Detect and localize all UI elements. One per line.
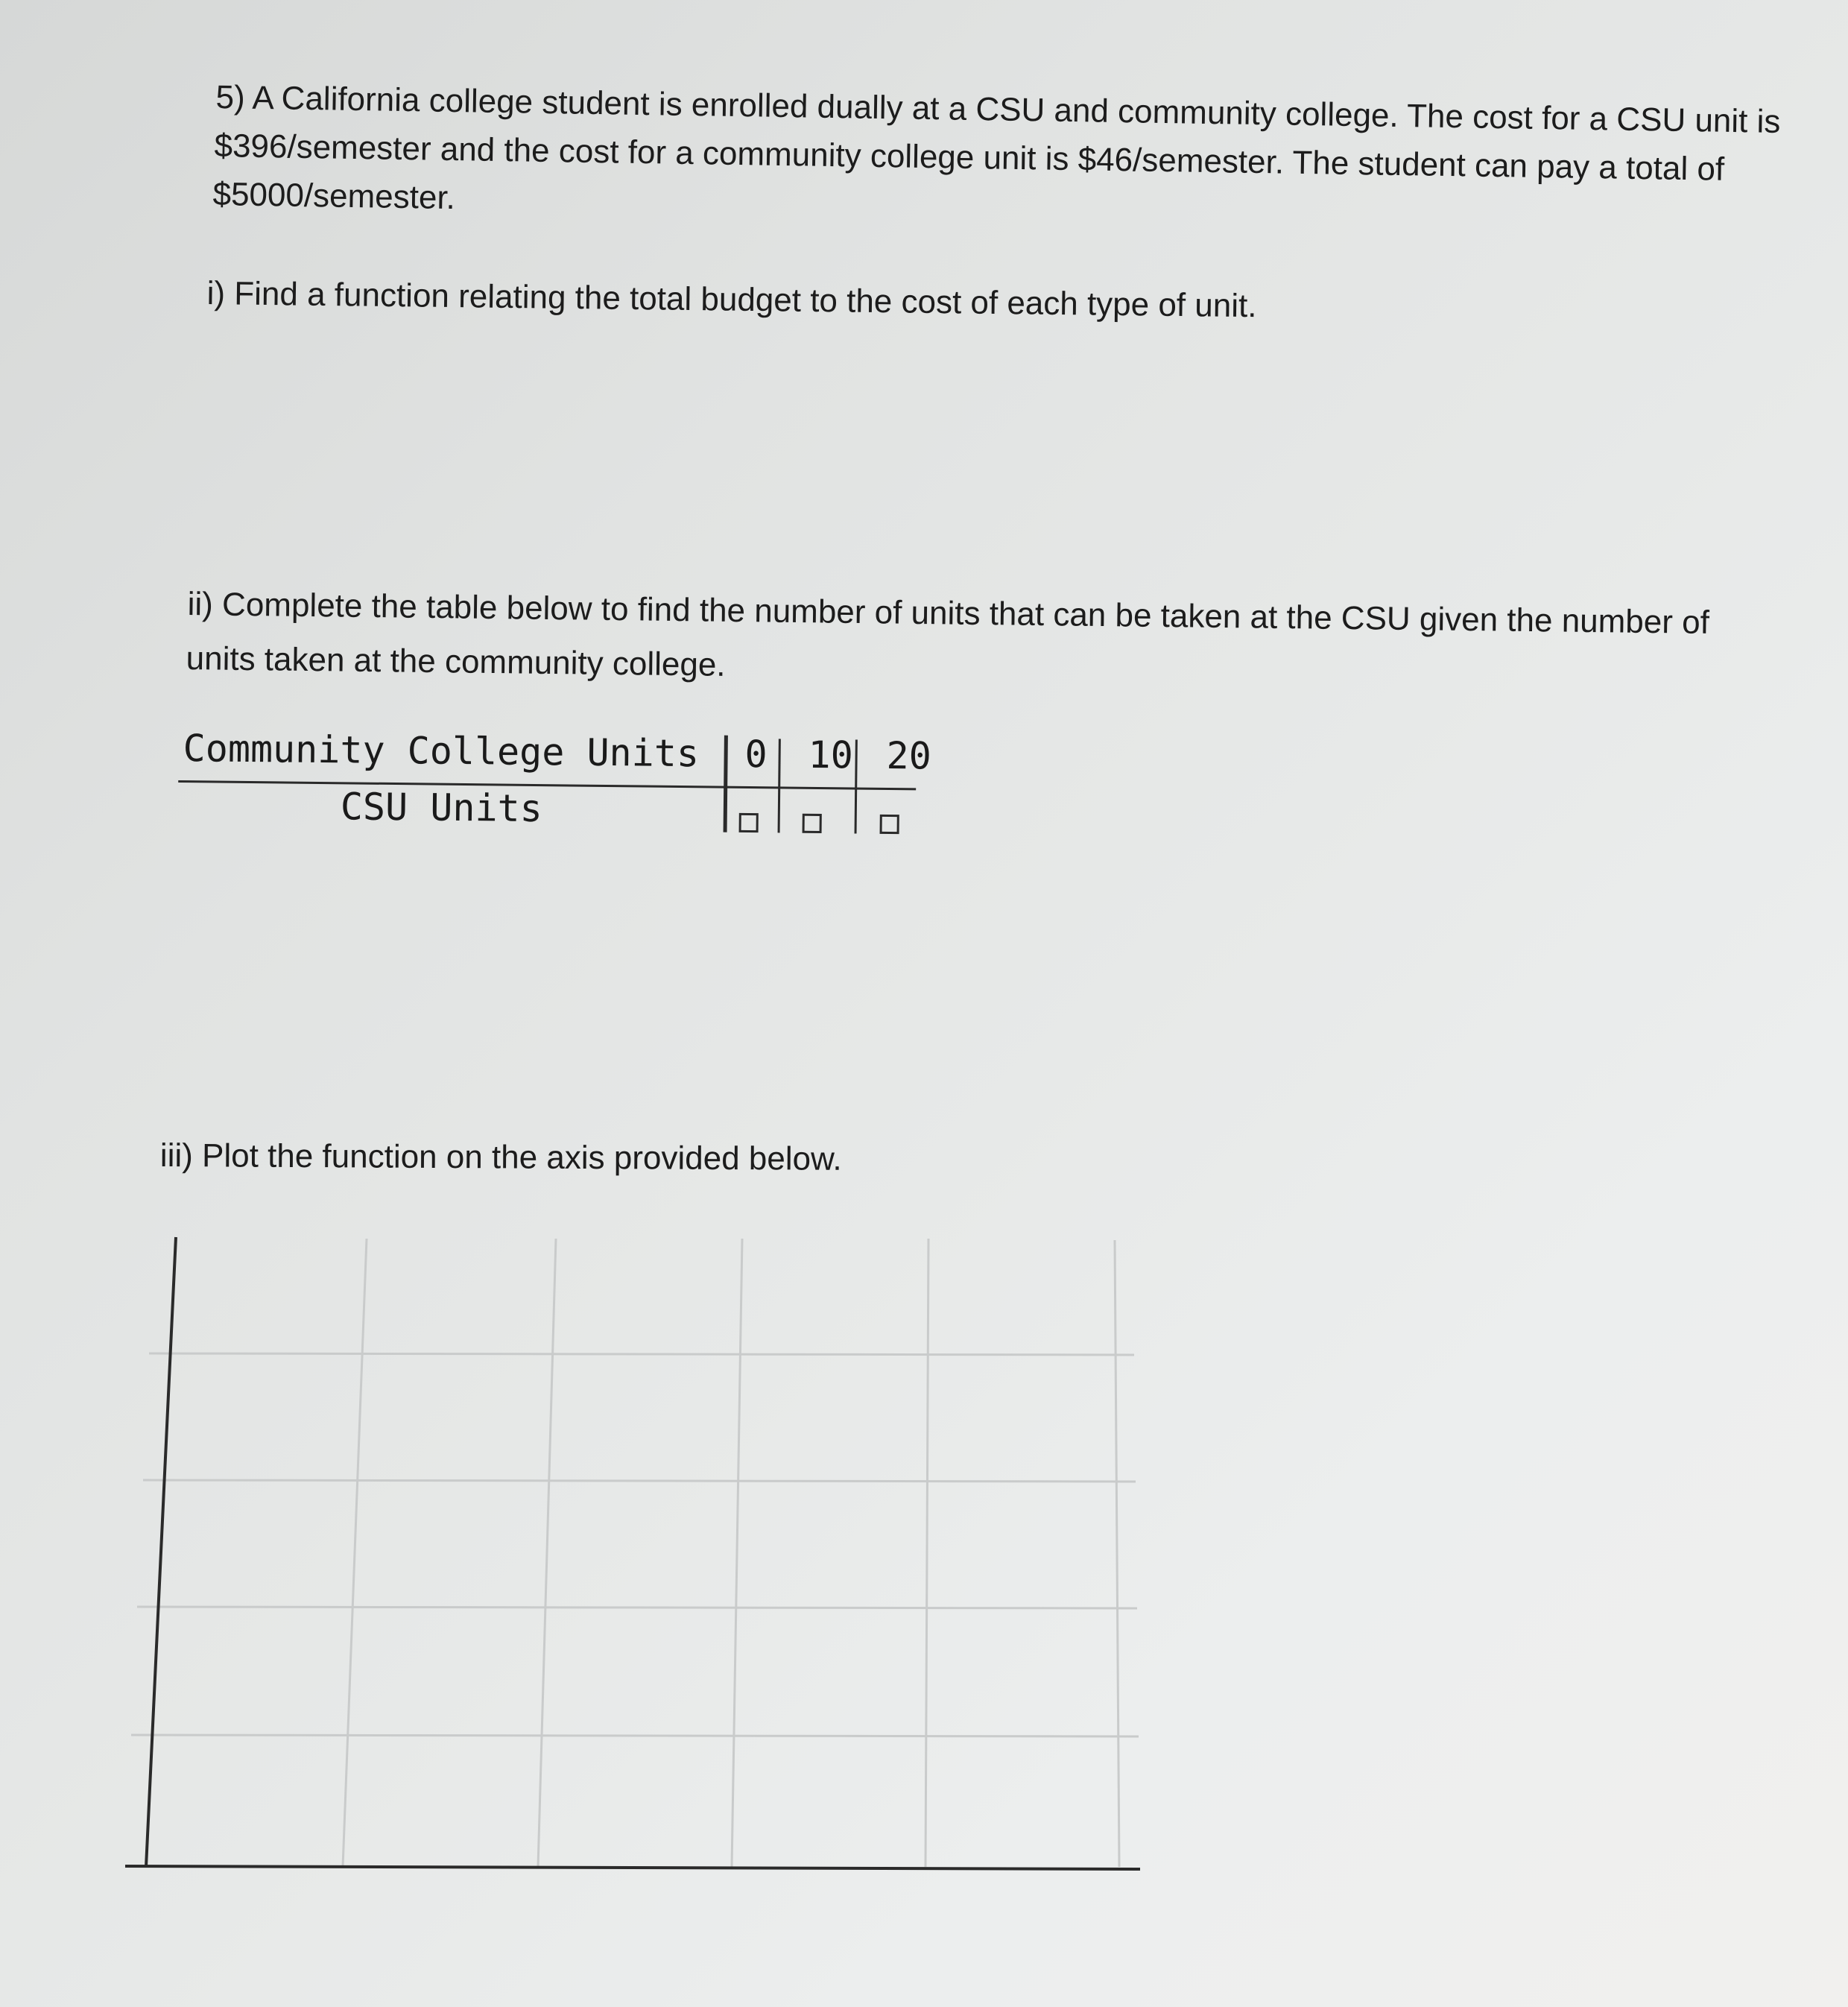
part-iii-question: iii) Plot the function on the axis provided below. [159,1137,842,1178]
problem-statement-line-3: $5000/semester. [212,175,456,217]
cc-units-value-0: 0 [744,732,768,777]
csu-units-header: CSU Units [340,785,543,831]
grid-horizontal-lines [131,1353,1139,1736]
grid-vline-1 [343,1239,367,1867]
part-i-question: i) Find a function relating the total budget to the cost of each type of unit. [206,274,1257,325]
grid-hline-2 [143,1480,1136,1482]
cc-units-value-10: 10 [808,733,854,777]
y-axis [146,1237,176,1867]
grid-hline-1 [149,1353,1134,1355]
grid-vline-4 [925,1239,928,1867]
grid-vline-3 [732,1239,742,1867]
part-ii-question-line-1: ii) Complete the table below to find the number of units that can be taken at the CSU given the number of [187,585,1710,641]
grid-hline-4 [131,1735,1139,1736]
community-college-units-header: Community College Units [183,727,700,776]
problem-statement-line-1: 5) A California college student is enrolled dually at a CSU and community college. The cost for a CSU unit is [215,78,1781,140]
grid-vline-5 [1115,1240,1119,1867]
x-axis [125,1866,1140,1869]
grid-vline-2 [538,1239,556,1867]
cc-units-value-20: 20 [886,733,932,778]
part-ii-question-line-2: units taken at the community college. [186,639,726,683]
grid-hline-3 [137,1607,1137,1608]
grid-vertical-lines [343,1239,1119,1867]
problem-statement-line-2: $396/semester and the cost for a community college unit is $46/semester. The student can pay a total of [214,127,1725,188]
